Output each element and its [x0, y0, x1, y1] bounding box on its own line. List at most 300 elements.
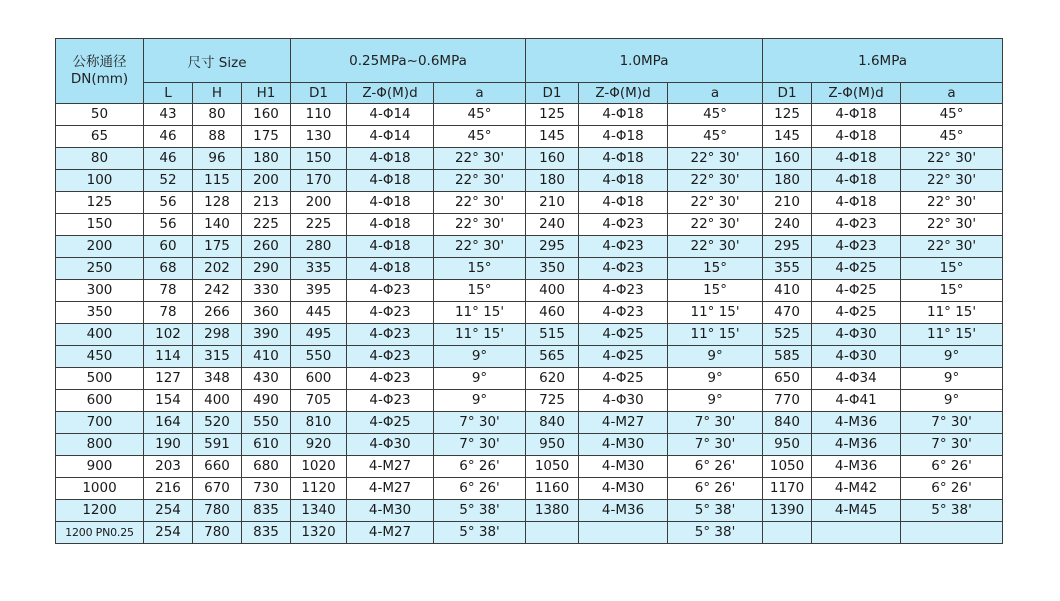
cell-bolts-1-6: 4-Φ25 [812, 280, 901, 302]
cell-bolts-low: 4-M30 [347, 500, 434, 522]
cell-d1-1-0: 400 [526, 280, 579, 302]
group-header-low-pressure: 0.25MPa~0.6MPa [291, 39, 526, 83]
cell-bolts-1-6: 4-Φ25 [812, 302, 901, 324]
col-header-h: H [193, 83, 242, 104]
cell-d1-1-0: 125 [526, 104, 579, 126]
cell-dn: 125 [56, 192, 144, 214]
cell-angle-1-6: 9° [901, 390, 1003, 412]
cell-h1: 260 [242, 236, 291, 258]
cell-angle-low: 22° 30' [434, 236, 526, 258]
cell-bolts-1-0 [579, 522, 668, 544]
cell-h: 96 [193, 148, 242, 170]
cell-d1-1-0: 180 [526, 170, 579, 192]
cell-d1-1-6: 585 [763, 346, 812, 368]
cell-h: 660 [193, 456, 242, 478]
cell-bolts-1-0: 4-Φ30 [579, 390, 668, 412]
cell-d1-low: 110 [291, 104, 347, 126]
cell-d1-low: 810 [291, 412, 347, 434]
cell-bolts-1-0: 4-Φ25 [579, 368, 668, 390]
cell-l: 114 [144, 346, 193, 368]
cell-bolts-1-0: 4-Φ18 [579, 148, 668, 170]
cell-dn: 600 [56, 390, 144, 412]
cell-angle-1-6: 7° 30' [901, 434, 1003, 456]
col-header-angle: a [901, 83, 1003, 104]
table-row [56, 456, 1003, 478]
cell-bolts-1-0: 4-Φ25 [579, 346, 668, 368]
cell-bolts-1-6: 4-Φ18 [812, 126, 901, 148]
cell-d1-low: 495 [291, 324, 347, 346]
cell-bolts-1-0: 4-Φ23 [579, 214, 668, 236]
cell-angle-low: 22° 30' [434, 170, 526, 192]
cell-h1: 835 [242, 522, 291, 544]
cell-angle-1-6: 45° [901, 126, 1003, 148]
cell-l: 127 [144, 368, 193, 390]
cell-h: 202 [193, 258, 242, 280]
cell-l: 46 [144, 148, 193, 170]
flange-spec-table [55, 38, 1003, 544]
cell-angle-low: 6° 26' [434, 456, 526, 478]
cell-bolts-1-0: 4-Φ18 [579, 170, 668, 192]
group-header-1-6mpa: 1.6MPa [763, 39, 1003, 83]
cell-d1-low: 445 [291, 302, 347, 324]
cell-angle-1-6: 22° 30' [901, 214, 1003, 236]
col-header-bolts: Z-Φ(M)d [579, 83, 668, 104]
cell-d1-low: 170 [291, 170, 347, 192]
cell-bolts-low: 4-Φ23 [347, 346, 434, 368]
cell-dn: 50 [56, 104, 144, 126]
cell-h: 591 [193, 434, 242, 456]
cell-h: 670 [193, 478, 242, 500]
cell-h1: 200 [242, 170, 291, 192]
cell-angle-1-6: 11° 15' [901, 324, 1003, 346]
cell-bolts-low: 4-Φ23 [347, 368, 434, 390]
cell-d1-1-0: 210 [526, 192, 579, 214]
col-header-d1: D1 [291, 83, 347, 104]
cell-h: 298 [193, 324, 242, 346]
cell-bolts-1-0: 4-Φ23 [579, 236, 668, 258]
cell-h1: 730 [242, 478, 291, 500]
cell-h1: 835 [242, 500, 291, 522]
cell-l: 254 [144, 500, 193, 522]
cell-h1: 225 [242, 214, 291, 236]
cell-h: 400 [193, 390, 242, 412]
cell-bolts-1-6: 4-Φ18 [812, 192, 901, 214]
cell-d1-1-0: 1160 [526, 478, 579, 500]
cell-h1: 360 [242, 302, 291, 324]
cell-angle-1-0: 15° [668, 280, 763, 302]
table-row [56, 412, 1003, 434]
cell-h1: 410 [242, 346, 291, 368]
cell-l: 203 [144, 456, 193, 478]
cell-angle-1-0: 9° [668, 390, 763, 412]
table-row [56, 302, 1003, 324]
cell-angle-1-0: 22° 30' [668, 170, 763, 192]
cell-angle-1-0: 11° 15' [668, 302, 763, 324]
cell-bolts-1-0: 4-M30 [579, 434, 668, 456]
cell-l: 68 [144, 258, 193, 280]
cell-h: 140 [193, 214, 242, 236]
table-row [56, 434, 1003, 456]
cell-l: 56 [144, 214, 193, 236]
cell-bolts-low: 4-Φ18 [347, 214, 434, 236]
cell-angle-low: 45° [434, 104, 526, 126]
cell-dn: 500 [56, 368, 144, 390]
cell-bolts-1-6: 4-Φ23 [812, 236, 901, 258]
table-row [56, 126, 1003, 148]
col-header-h1: H1 [242, 83, 291, 104]
cell-bolts-low: 4-Φ23 [347, 280, 434, 302]
cell-angle-1-6: 9° [901, 346, 1003, 368]
cell-h1: 610 [242, 434, 291, 456]
cell-d1-1-6: 180 [763, 170, 812, 192]
cell-d1-low: 130 [291, 126, 347, 148]
cell-d1-1-0: 1050 [526, 456, 579, 478]
table-row [56, 148, 1003, 170]
cell-l: 56 [144, 192, 193, 214]
cell-angle-low: 22° 30' [434, 192, 526, 214]
cell-d1-low: 395 [291, 280, 347, 302]
cell-angle-1-6: 22° 30' [901, 148, 1003, 170]
cell-d1-1-0: 725 [526, 390, 579, 412]
cell-h: 175 [193, 236, 242, 258]
cell-d1-1-6: 410 [763, 280, 812, 302]
cell-dn: 65 [56, 126, 144, 148]
cell-bolts-1-6: 4-Φ30 [812, 346, 901, 368]
cell-angle-1-6: 45° [901, 104, 1003, 126]
cell-d1-1-6: 295 [763, 236, 812, 258]
cell-d1-1-6: 125 [763, 104, 812, 126]
cell-angle-1-0: 7° 30' [668, 434, 763, 456]
table-header [56, 39, 1003, 104]
cell-bolts-1-6: 4-Φ18 [812, 170, 901, 192]
cell-d1-1-6: 1050 [763, 456, 812, 478]
cell-h1: 180 [242, 148, 291, 170]
cell-dn: 700 [56, 412, 144, 434]
cell-dn: 350 [56, 302, 144, 324]
cell-h1: 430 [242, 368, 291, 390]
cell-bolts-low: 4-Φ18 [347, 258, 434, 280]
cell-bolts-1-0: 4-M36 [579, 500, 668, 522]
cell-dn: 400 [56, 324, 144, 346]
col-header-bolts: Z-Φ(M)d [812, 83, 901, 104]
table-row [56, 390, 1003, 412]
cell-bolts-low: 4-M27 [347, 456, 434, 478]
cell-angle-1-6: 9° [901, 368, 1003, 390]
cell-angle-low: 11° 15' [434, 302, 526, 324]
table-row [56, 170, 1003, 192]
cell-d1-low: 600 [291, 368, 347, 390]
cell-d1-1-0: 460 [526, 302, 579, 324]
col-header-bolts: Z-Φ(M)d [347, 83, 434, 104]
cell-h: 80 [193, 104, 242, 126]
cell-bolts-1-6: 4-M42 [812, 478, 901, 500]
cell-h: 348 [193, 368, 242, 390]
cell-bolts-1-0: 4-Φ18 [579, 192, 668, 214]
cell-h: 520 [193, 412, 242, 434]
cell-bolts-low: 4-Φ14 [347, 126, 434, 148]
table-row [56, 214, 1003, 236]
cell-l: 154 [144, 390, 193, 412]
cell-d1-1-6: 160 [763, 148, 812, 170]
cell-angle-low: 9° [434, 346, 526, 368]
cell-bolts-1-0: 4-M30 [579, 456, 668, 478]
cell-bolts-low: 4-Φ23 [347, 302, 434, 324]
cell-bolts-low: 4-Φ18 [347, 236, 434, 258]
cell-d1-low: 1340 [291, 500, 347, 522]
spec-table-container [55, 38, 1002, 544]
cell-bolts-1-0: 4-Φ18 [579, 104, 668, 126]
cell-l: 164 [144, 412, 193, 434]
cell-d1-1-0: 1380 [526, 500, 579, 522]
cell-angle-1-6: 22° 30' [901, 170, 1003, 192]
table-row [56, 192, 1003, 214]
cell-l: 78 [144, 302, 193, 324]
cell-dn: 450 [56, 346, 144, 368]
table-row [56, 522, 1003, 544]
cell-angle-1-0: 11° 15' [668, 324, 763, 346]
cell-bolts-1-0: 4-M27 [579, 412, 668, 434]
table-body [56, 104, 1003, 544]
cell-d1-1-6: 950 [763, 434, 812, 456]
cell-bolts-1-0: 4-Φ23 [579, 258, 668, 280]
cell-d1-low: 1120 [291, 478, 347, 500]
cell-bolts-low: 4-M27 [347, 522, 434, 544]
dn-header-line1: 公称通径 [72, 54, 127, 70]
cell-d1-1-0: 515 [526, 324, 579, 346]
cell-angle-1-6: 6° 26' [901, 478, 1003, 500]
cell-h1: 290 [242, 258, 291, 280]
cell-d1-1-6: 650 [763, 368, 812, 390]
cell-d1-1-6: 145 [763, 126, 812, 148]
cell-l: 52 [144, 170, 193, 192]
cell-h: 780 [193, 522, 242, 544]
cell-d1-1-6: 470 [763, 302, 812, 324]
cell-angle-1-6: 15° [901, 258, 1003, 280]
table-row [56, 258, 1003, 280]
table-row [56, 280, 1003, 302]
cell-l: 254 [144, 522, 193, 544]
cell-d1-1-0: 295 [526, 236, 579, 258]
cell-angle-1-0: 5° 38' [668, 500, 763, 522]
cell-d1-low: 200 [291, 192, 347, 214]
cell-d1-low: 335 [291, 258, 347, 280]
cell-d1-low: 150 [291, 148, 347, 170]
cell-bolts-1-0: 4-Φ23 [579, 302, 668, 324]
cell-d1-low: 920 [291, 434, 347, 456]
cell-bolts-1-6: 4-Φ25 [812, 258, 901, 280]
cell-d1-1-6: 210 [763, 192, 812, 214]
cell-angle-low: 6° 26' [434, 478, 526, 500]
cell-d1-1-6 [763, 522, 812, 544]
table-row [56, 500, 1003, 522]
group-header-1-0mpa: 1.0MPa [526, 39, 763, 83]
cell-angle-1-0: 9° [668, 346, 763, 368]
cell-angle-low: 11° 15' [434, 324, 526, 346]
table-row [56, 478, 1003, 500]
cell-angle-1-0: 45° [668, 104, 763, 126]
cell-l: 190 [144, 434, 193, 456]
cell-angle-low: 5° 38' [434, 522, 526, 544]
cell-bolts-1-6: 4-M45 [812, 500, 901, 522]
cell-angle-1-0: 22° 30' [668, 148, 763, 170]
cell-angle-1-0: 6° 26' [668, 456, 763, 478]
cell-d1-1-6: 240 [763, 214, 812, 236]
cell-d1-1-0: 240 [526, 214, 579, 236]
col-header-angle: a [434, 83, 526, 104]
cell-bolts-1-0: 4-Φ23 [579, 280, 668, 302]
cell-bolts-1-6: 4-M36 [812, 434, 901, 456]
cell-bolts-low: 4-Φ23 [347, 324, 434, 346]
cell-d1-1-0: 160 [526, 148, 579, 170]
cell-angle-1-0: 6° 26' [668, 478, 763, 500]
cell-angle-low: 9° [434, 390, 526, 412]
cell-d1-1-0: 840 [526, 412, 579, 434]
cell-d1-1-0: 350 [526, 258, 579, 280]
cell-d1-1-0: 620 [526, 368, 579, 390]
cell-d1-low: 280 [291, 236, 347, 258]
cell-bolts-1-6: 4-Φ23 [812, 214, 901, 236]
cell-h: 128 [193, 192, 242, 214]
cell-h1: 330 [242, 280, 291, 302]
cell-angle-1-0: 15° [668, 258, 763, 280]
cell-h: 88 [193, 126, 242, 148]
cell-d1-1-0: 950 [526, 434, 579, 456]
table-row [56, 346, 1003, 368]
cell-d1-1-6: 840 [763, 412, 812, 434]
cell-d1-1-0 [526, 522, 579, 544]
cell-dn: 300 [56, 280, 144, 302]
table-row [56, 236, 1003, 258]
cell-angle-low: 5° 38' [434, 500, 526, 522]
cell-h1: 490 [242, 390, 291, 412]
cell-angle-1-0: 7° 30' [668, 412, 763, 434]
cell-l: 78 [144, 280, 193, 302]
cell-h: 242 [193, 280, 242, 302]
cell-angle-1-6 [901, 522, 1003, 544]
cell-d1-low: 550 [291, 346, 347, 368]
col-header-l: L [144, 83, 193, 104]
dn-header-line2: DN(mm) [70, 71, 129, 87]
cell-angle-1-6: 15° [901, 280, 1003, 302]
cell-d1-1-6: 355 [763, 258, 812, 280]
cell-h1: 160 [242, 104, 291, 126]
cell-bolts-1-6: 4-Φ41 [812, 390, 901, 412]
cell-h1: 175 [242, 126, 291, 148]
cell-h1: 390 [242, 324, 291, 346]
cell-bolts-1-6: 4-Φ18 [812, 148, 901, 170]
cell-bolts-1-6 [812, 522, 901, 544]
cell-l: 43 [144, 104, 193, 126]
cell-h: 115 [193, 170, 242, 192]
cell-dn: 80 [56, 148, 144, 170]
cell-dn: 250 [56, 258, 144, 280]
cell-angle-low: 45° [434, 126, 526, 148]
cell-h1: 680 [242, 456, 291, 478]
cell-d1-low: 1020 [291, 456, 347, 478]
cell-d1-1-6: 770 [763, 390, 812, 412]
cell-dn: 1200 [56, 500, 144, 522]
size-header: 尺寸 Size [144, 39, 291, 83]
cell-angle-1-0: 22° 30' [668, 236, 763, 258]
cell-angle-1-6: 7° 30' [901, 412, 1003, 434]
cell-d1-1-6: 525 [763, 324, 812, 346]
cell-dn: 1000 [56, 478, 144, 500]
cell-l: 46 [144, 126, 193, 148]
col-header-angle: a [668, 83, 763, 104]
cell-d1-1-6: 1390 [763, 500, 812, 522]
cell-angle-low: 22° 30' [434, 214, 526, 236]
cell-d1-low: 705 [291, 390, 347, 412]
cell-bolts-low: 4-Φ25 [347, 412, 434, 434]
cell-bolts-1-0: 4-Φ25 [579, 324, 668, 346]
cell-angle-1-0: 9° [668, 368, 763, 390]
cell-angle-low: 15° [434, 258, 526, 280]
dn-header [56, 39, 144, 104]
cell-bolts-1-0: 4-Φ18 [579, 126, 668, 148]
cell-d1-1-0: 145 [526, 126, 579, 148]
table-row [56, 104, 1003, 126]
cell-dn: 200 [56, 236, 144, 258]
cell-angle-1-0: 22° 30' [668, 214, 763, 236]
cell-angle-1-6: 6° 26' [901, 456, 1003, 478]
cell-dn: 800 [56, 434, 144, 456]
cell-bolts-1-6: 4-Φ34 [812, 368, 901, 390]
cell-bolts-1-6: 4-Φ30 [812, 324, 901, 346]
cell-h1: 550 [242, 412, 291, 434]
cell-angle-1-0: 22° 30' [668, 192, 763, 214]
cell-d1-1-6: 1170 [763, 478, 812, 500]
cell-bolts-low: 4-Φ18 [347, 192, 434, 214]
cell-angle-1-6: 22° 30' [901, 192, 1003, 214]
cell-bolts-low: 4-M27 [347, 478, 434, 500]
cell-h: 780 [193, 500, 242, 522]
cell-h: 315 [193, 346, 242, 368]
cell-angle-low: 7° 30' [434, 412, 526, 434]
cell-bolts-low: 4-Φ14 [347, 104, 434, 126]
cell-l: 60 [144, 236, 193, 258]
col-header-d1: D1 [526, 83, 579, 104]
cell-h1: 213 [242, 192, 291, 214]
table-row [56, 324, 1003, 346]
cell-d1-low: 225 [291, 214, 347, 236]
cell-bolts-1-6: 4-M36 [812, 456, 901, 478]
cell-dn: 100 [56, 170, 144, 192]
cell-bolts-1-6: 4-M36 [812, 412, 901, 434]
table-row [56, 368, 1003, 390]
cell-d1-low: 1320 [291, 522, 347, 544]
cell-angle-low: 9° [434, 368, 526, 390]
cell-l: 102 [144, 324, 193, 346]
cell-angle-1-6: 5° 38' [901, 500, 1003, 522]
cell-bolts-low: 4-Φ18 [347, 170, 434, 192]
cell-dn: 900 [56, 456, 144, 478]
cell-d1-1-0: 565 [526, 346, 579, 368]
cell-bolts-low: 4-Φ30 [347, 434, 434, 456]
cell-angle-1-6: 22° 30' [901, 236, 1003, 258]
cell-bolts-low: 4-Φ23 [347, 390, 434, 412]
cell-dn: 150 [56, 214, 144, 236]
cell-bolts-1-0: 4-M30 [579, 478, 668, 500]
col-header-d1: D1 [763, 83, 812, 104]
cell-h: 266 [193, 302, 242, 324]
cell-angle-low: 22° 30' [434, 148, 526, 170]
cell-angle-1-0: 5° 38' [668, 522, 763, 544]
cell-angle-1-0: 45° [668, 126, 763, 148]
cell-angle-low: 7° 30' [434, 434, 526, 456]
cell-l: 216 [144, 478, 193, 500]
cell-bolts-1-6: 4-Φ18 [812, 104, 901, 126]
cell-bolts-low: 4-Φ18 [347, 148, 434, 170]
